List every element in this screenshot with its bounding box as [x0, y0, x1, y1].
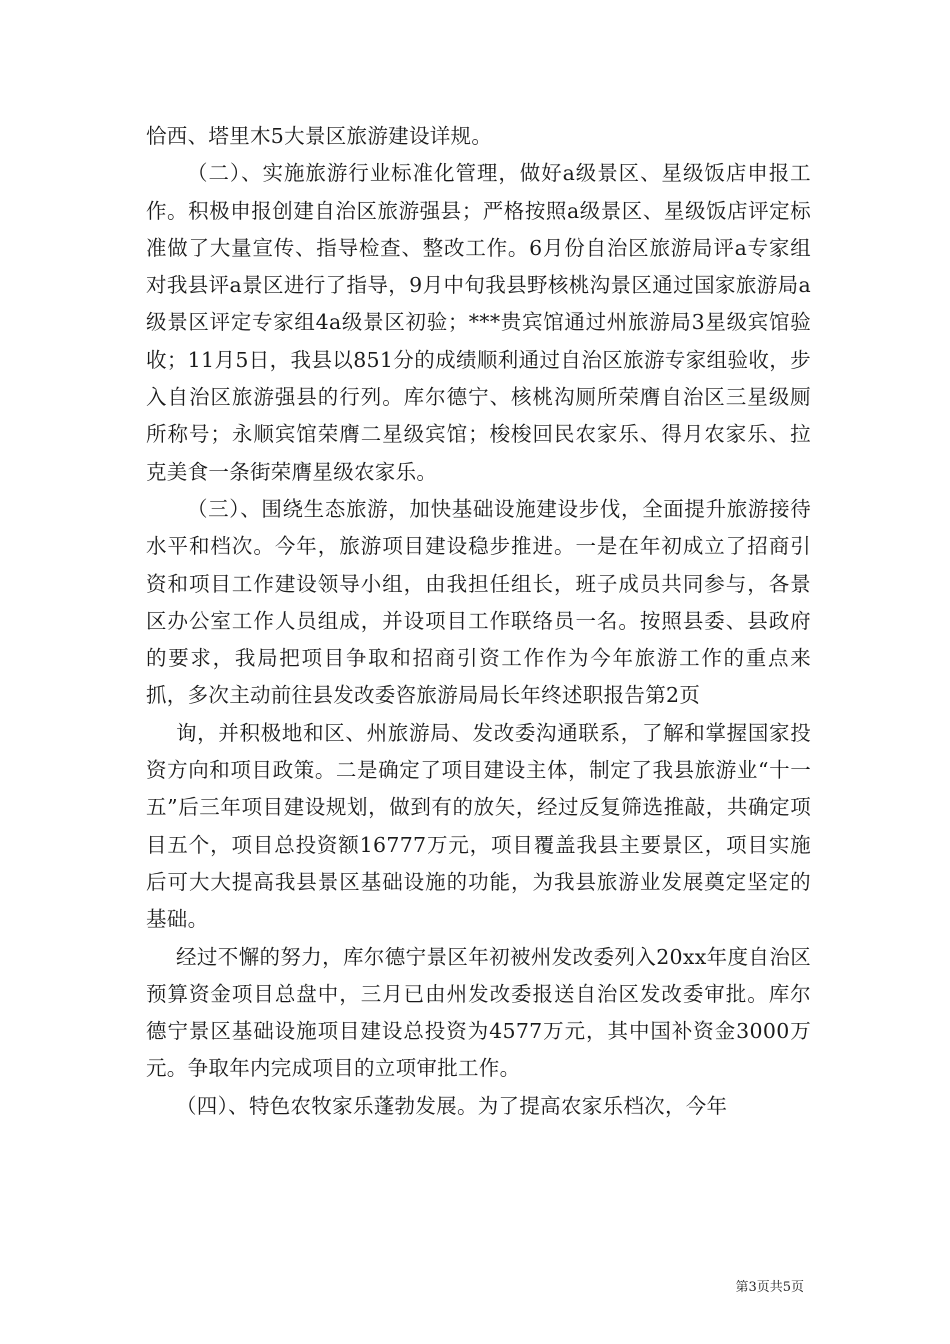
page-number-footer: 第3页共5页: [735, 1280, 804, 1295]
document-body: [146, 118, 811, 1125]
paragraph-kuerdening-project: 经过不懈的努力，库尔德宁景区年初被州发改委列入20xx年度自治区预算资金项目总盘中，三月已由州发改委报送自治区发改委审批。库尔德宁景区基础设施项目建设总投资为4577万元，其中国补资金3000万元。争取年内完成项目的立项审批工作。: [146, 944, 811, 1081]
paragraph-project-policy: 询，并积极地和区、州旅游局、发改委沟通联系，了解和掌握国家投资方向和项目政策。二是确定了项目建设主体，制定了我县旅游业“十一五”后三年项目建设规划，做到有的放矢，经过反复筛选推敲，共确定项目五个，项目总投资额16777万元，项目覆盖我县主要景区，项目实施后可大大提高我县景区基础设施的功能，为我县旅游业发展奠定坚定的基础。: [146, 720, 811, 932]
paragraph-continuation: 恰西、塔里木5大景区旅游建设详规。: [146, 124, 493, 148]
paragraph-section-4: （四）、特色农牧家乐蓬勃发展。为了提高农家乐档次，今年: [176, 1093, 728, 1118]
paragraph-section-3: （三）、围绕生态旅游，加快基础设施建设步伐，全面提升旅游接待水平和档次。今年，旅游项目建设稳步推进。一是在年初成立了招商引资和项目工作建设领导小组，由我担任组长，班子成员共同参与，各景区办公室工作人员组成，并设项目工作联络员一名。按照县委、县政府的要求，我局把项目争取和招商引资工作作为今年旅游工作的重点来抓，多次主动前往县发改委咨旅游局局长年终述职报告第2页: [146, 496, 811, 708]
paragraph-section-2: （二）、实施旅游行业标准化管理，做好a级景区、星级饭店申报工作。积极申报创建自治区旅游强县；严格按照a级景区、星级饭店评定标准做了大量宣传、指导检查、整改工作。6月份自治区旅游局评a专家组对我县评a景区进行了指导，9月中旬我县野核桃沟景区通过国家旅游局a级景区评定专家组4a级景区初验；***贵宾馆通过州旅游局3星级宾馆验收；11月5日，我县以851分的成绩顺利通过自治区旅游专家组验收，步入自治区旅游强县的行列。库尔德宁、核桃沟厕所荣膺自治区三星级厕所称号；永顺宾馆荣膺二星级宾馆；梭梭回民农家乐、得月农家乐、拉克美食一条街荣膺星级农家乐。: [146, 161, 811, 484]
